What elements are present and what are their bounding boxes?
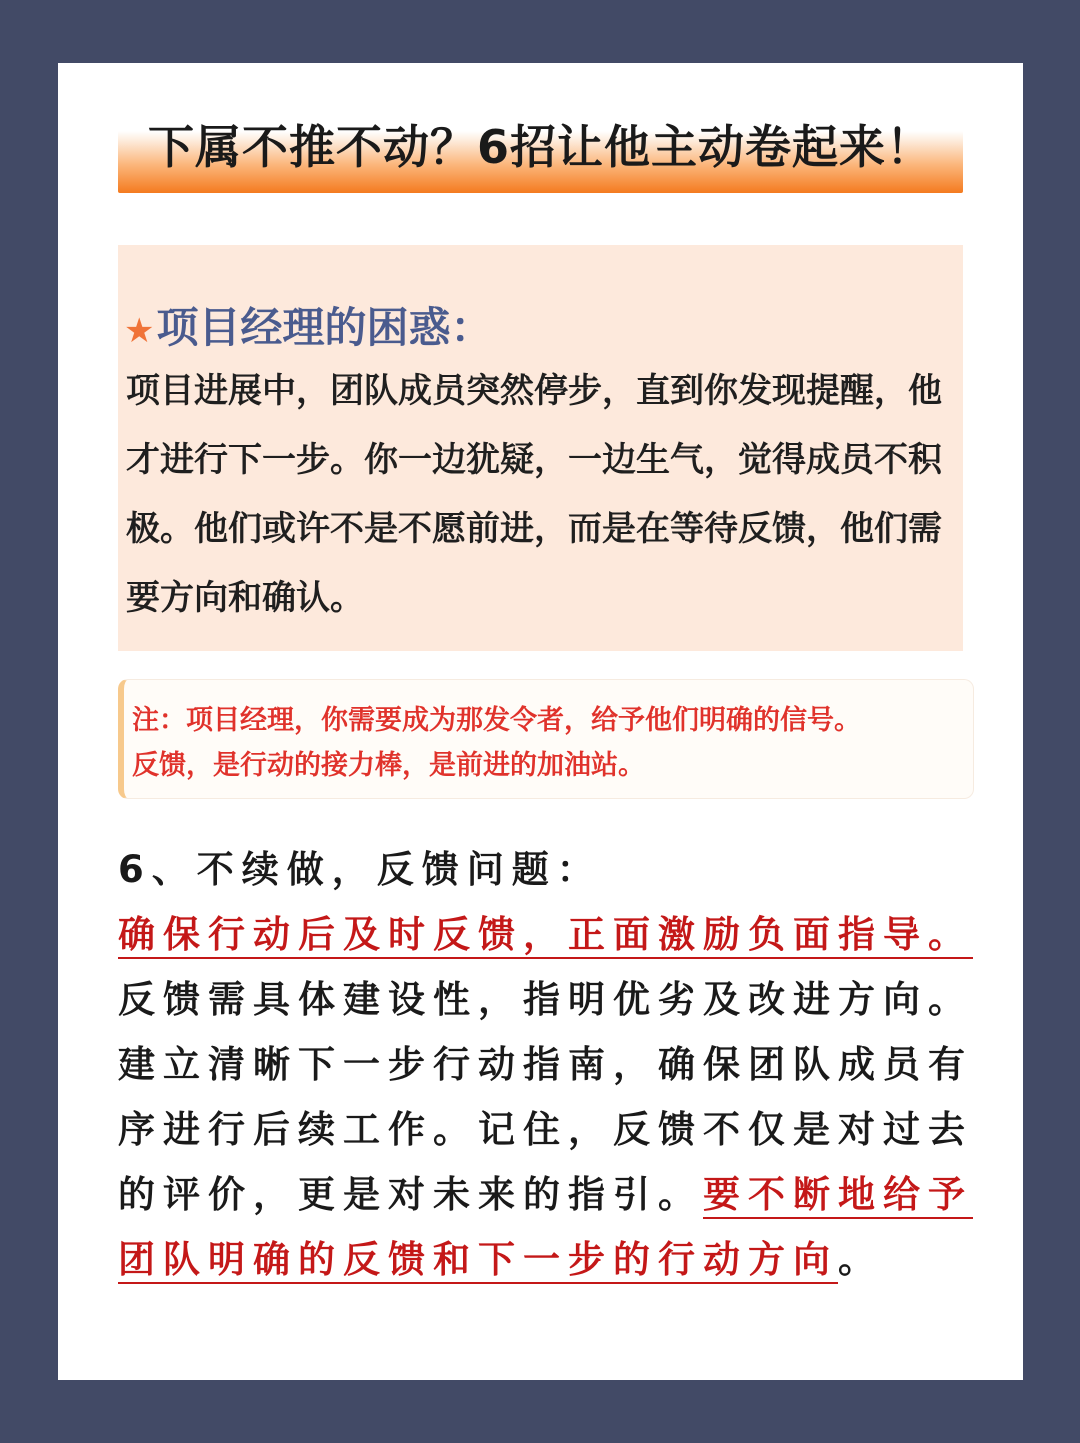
star-icon: ★ — [124, 311, 155, 351]
tip-body: 反馈需具体建设性，指明优劣及改进方向。建立清晰下一步行动指南，确保团队成员有序进行后续工作。记住，反馈不仅是对过去的评价，更是对未来的指引。 — [118, 978, 973, 1216]
note-text — [132, 698, 972, 788]
confusion-section — [118, 245, 963, 651]
note-line-2: 反馈，是行动的接力棒，是前进的加油站。 — [132, 750, 645, 781]
content-card — [58, 63, 1023, 1380]
confusion-heading-text: 项目经理的困惑： — [156, 303, 493, 352]
note-box — [118, 679, 974, 799]
tip-section-6 — [118, 837, 988, 1292]
page-title: 下属不推不动？6招让他主动卷起来！ — [147, 120, 933, 174]
confusion-body: 项目进展中，团队成员突然停步，直到你发现提醒，他才进行下一步。你一边犹疑，一边生气，觉得成员不积极。他们或许不是不愿前进，而是在等待反馈，他们需要方向和确认。 — [126, 371, 942, 618]
confusion-heading — [124, 295, 493, 355]
note-line-1: 注：项目经理，你需要成为那发令者，给予他们明确的信号。 — [132, 705, 861, 736]
tip-heading: 6、不续做，反馈问题： — [118, 848, 602, 891]
tip-paragraph — [118, 902, 988, 1292]
tip-highlight-1: 确保行动后及时反馈，正面激励负面指导。 — [118, 913, 973, 956]
tip-end-mark: 。 — [838, 1238, 883, 1281]
tip-highlight-2: 要不断地给予团队明确的反馈和下一步的行动方向 — [118, 1173, 973, 1281]
